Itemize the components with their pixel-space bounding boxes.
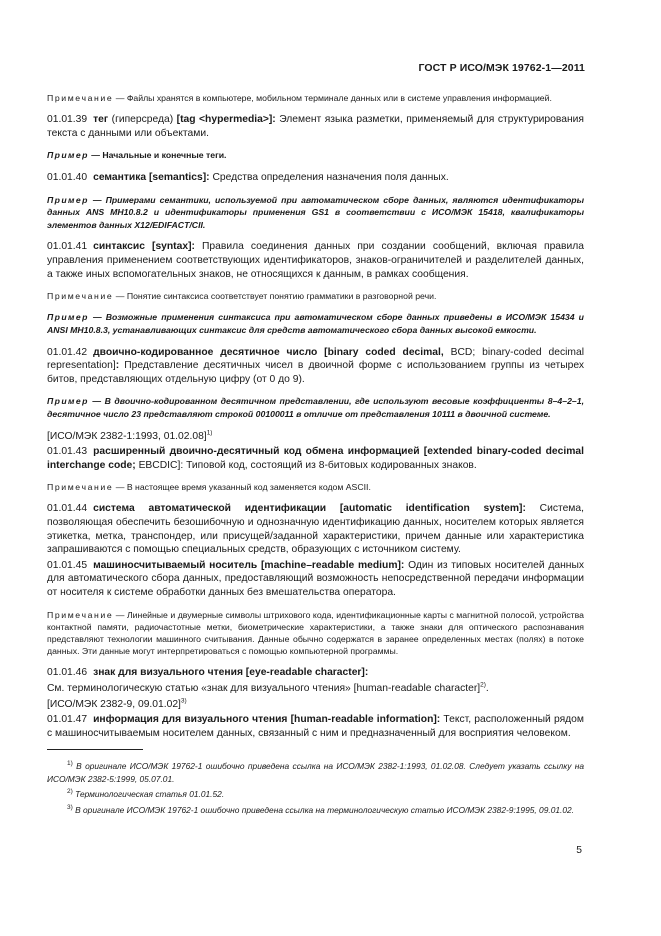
term-entry: 01.01.42 двоично-кодированное десятичное число [binary coded decimal, BCD; binary-coded decimal representation]: Представление десятичных чисел в двоичной форме с использованием группы из четырех битов, представляющих отдельную цифру (от 0 до 9). bbox=[47, 346, 584, 385]
source-reference: [ИСО/МЭК 2382-1:1993, 01.02.08]$^{1)}$ bbox=[47, 429, 213, 442]
term-entry: 01.01.43 расширенный двоично-десятичный код обмена информацией [extended binary-coded decimal interchange code; EBCDIC]: Типовой код, состоящий из 8-битовых кодированных знаков. bbox=[47, 446, 584, 471]
term-entry: 01.01.44 система автоматической идентификации [automatic identification system]: Система, позволяющая обеспечить безошибочную и однозначную идентификацию данных, носителем которых является этикетка, метка, транспондер, или присущей/заданной характеристики, причем данные или характеристика запрашиваются с помощью специальных средств, образующих с источником систему. bbox=[47, 503, 584, 556]
term-entry: 01.01.39 тег (гиперсреда) [tag <hypermedia>]: Элемент языка разметки, применяемый для структурирования текста с данными или объектами. bbox=[47, 114, 584, 139]
footnote: $^{1)}$ В оригинале ИСО/МЭК 19762-1 ошибочно приведена ссылка на ИСО/МЭК 2382-1:1993, 01.02.08. Следует указать ссылку на ИСО/МЭК 2382-5:1999, 05.07.01. bbox=[47, 760, 585, 784]
note: Примечание — Линейные и двумерные символы штрихового кода, идентификационные карты с магнитной полосой, устройства контактной памяти, радиочастотные метки, биометрические характеристики, а также знаки для оптического распознавания представляют технологии машинного считывания. Данные обычно содержатся в заранее определенных местах (полях) в потоке данных. Эти данные могут интерпретироваться с помощью компьютерной программы. bbox=[47, 609, 584, 657]
term-definition: См. терминологическую статью «знак для визуального чтения» [human-readable character]$^{2)}$. bbox=[47, 681, 489, 695]
example-label: Пример bbox=[47, 194, 89, 205]
term-entry: 01.01.46 знак для визуального чтения [eye-readable character]: bbox=[47, 667, 369, 679]
footnote-ref[interactable]: 1) bbox=[206, 429, 213, 437]
footnote-ref[interactable]: 2) bbox=[480, 681, 486, 689]
note-label: Примечание bbox=[47, 482, 114, 493]
page-number: 5 bbox=[576, 845, 582, 856]
example: Пример — Примерами семантики, используемой при автоматическом сборе данных, являются идентификаторы данных ANS MH10.8.2 и идентификаторы применения GS1 в соответствии с ИСО/МЭК 15418, квалификаторы элементов данных X12/EDIFACT/CII. bbox=[47, 194, 584, 230]
term-entry: 01.01.47 информация для визуального чтения [human-readable information]: Текст, расположенный рядом с машиносчитываемым носителем данных, связанный с ним и предназначенный для восприятия человеком. bbox=[47, 714, 584, 739]
term-entry: 01.01.45 машиносчитываемый носитель [machine–readable medium]: Один из типовых носителей данных для автоматического сбора данных, предоставляющий возможность непосредственной передачи информации от носителя к системе обработки данных без вмешательства оператора. bbox=[47, 559, 584, 599]
note-label: Примечание bbox=[47, 93, 114, 103]
note: Примечание — Понятие синтаксиса соответствует понятию грамматики в разговорной речи. bbox=[47, 291, 437, 302]
document-header: ГОСТ Р ИСО/МЭК 19762-1—2011 bbox=[418, 62, 585, 74]
term-entry: 01.01.40 семантика [semantics]: Средства определения назначения поля данных. bbox=[47, 171, 449, 183]
footnote: $^{3)}$ В оригинале ИСО/МЭК 19762-1 ошибочно приведена ссылка на терминологическую статью ИСО/МЭК 2382-9:1995, 09.01.02. bbox=[67, 803, 574, 815]
source-reference: [ИСО/МЭК 2382-9, 09.01.02]$^{3)}$ bbox=[47, 697, 187, 710]
footnote: $^{2)}$ Терминологическая статья 01.01.52. bbox=[67, 788, 225, 800]
note: Примечание — В настоящее время указанный код заменяется кодом ASCII. bbox=[47, 482, 371, 493]
example: Пример — В двоично-кодированном десятичном представлении, где используют весовые коэффициенты 8–4–2–1, десятичное число 23 представляют строкой 00100011 в отличие от представления 10111 в двоичной системе. bbox=[47, 396, 584, 419]
term-entry: 01.01.41 синтаксис [syntax]: Правила соединения данных при создании сообщений, включая правила управления применением соответствующих идентификаторов, знаков-ограничителей и разделителей данных, а также иных вспомогательных знаков, не относящихся к данным, в рамках сообщения. bbox=[47, 241, 584, 280]
footnote-divider bbox=[47, 749, 143, 750]
note-label: Примечание bbox=[47, 291, 114, 302]
example-label: Пример bbox=[47, 312, 89, 323]
example: Пример — Возможные применения синтаксиса при автоматическом сборе данных приведены в ИСО/МЭК 15434 и ANSI MH10.8.3, устанавливающих синтаксис для средств автоматического сбора данных высокой емкости. bbox=[47, 312, 584, 335]
document-body bbox=[47, 92, 584, 819]
example: Пример — Начальные и конечные теги. bbox=[47, 150, 227, 161]
example-label: Пример bbox=[47, 150, 89, 161]
note-label: Примечание bbox=[47, 609, 114, 620]
note: Примечание — Файлы хранятся в компьютере, мобильном терминале данных или в системе управления информацией. bbox=[47, 93, 552, 103]
example-label: Пример bbox=[47, 396, 89, 407]
footnote-ref[interactable]: 3) bbox=[180, 697, 187, 705]
